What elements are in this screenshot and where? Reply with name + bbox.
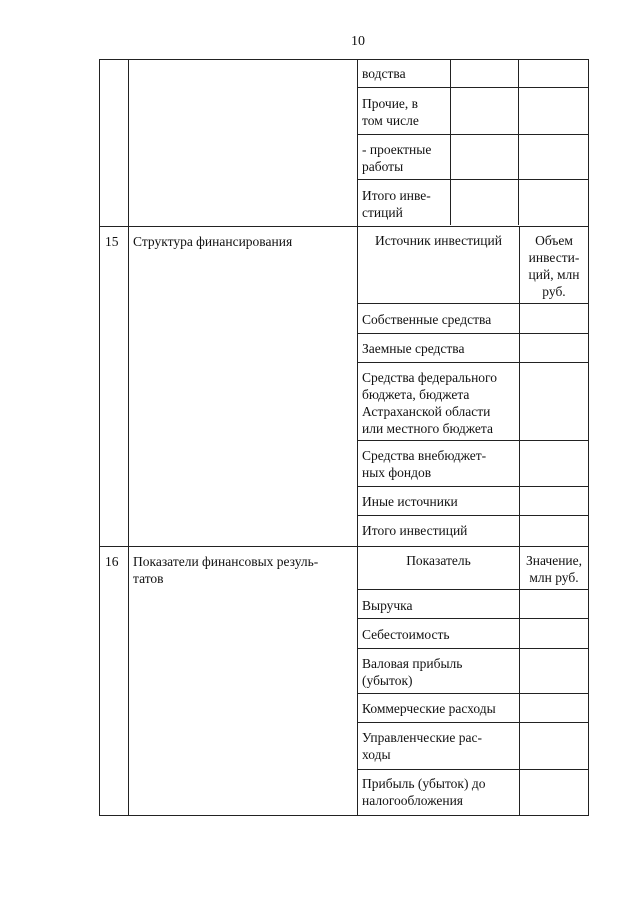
row-line — [357, 648, 589, 649]
table-border-left — [99, 59, 100, 816]
table-top-border — [99, 59, 589, 60]
subtable-divider-2 — [518, 59, 519, 225]
column-header: Источник инвестиций — [375, 233, 502, 248]
row-line — [357, 333, 589, 334]
row-line — [357, 440, 589, 441]
row-line — [357, 769, 589, 770]
row-line — [357, 486, 589, 487]
list-item: Валовая прибыль (убыток) — [362, 656, 463, 688]
list-item: Заемные средства — [362, 341, 465, 356]
row-separator-16 — [99, 546, 589, 547]
row-line — [357, 618, 589, 619]
subtable-divider-16 — [519, 547, 520, 816]
list-item: Прибыль (убыток) до налогообложения — [362, 776, 486, 808]
row-separator-15 — [99, 226, 589, 227]
list-item: Собственные средства — [362, 312, 492, 327]
list-item: Иные источники — [362, 494, 458, 509]
list-item: Управленческие рас- ходы — [362, 730, 482, 762]
list-item: Себестоимость — [362, 627, 450, 642]
column-header: Значение, млн руб. — [525, 553, 583, 585]
list-item: Средства внебюджет- ных фондов — [362, 448, 487, 480]
row-line — [357, 303, 589, 304]
row-title: Структура финансирования — [133, 234, 293, 249]
table-border-right — [588, 59, 589, 816]
list-item: Коммерческие расходы — [362, 701, 496, 716]
row-line — [357, 134, 589, 135]
page-number: 10 — [351, 34, 365, 49]
column-header: Показатель — [406, 553, 471, 568]
row-line — [357, 693, 589, 694]
table-col-divider-title — [357, 59, 358, 816]
list-item: Выручка — [362, 598, 413, 613]
list-item: Средства федерального бюджета, бюджета Астраханской области или местного бюджета — [362, 370, 497, 436]
list-item: Прочие, в том числе — [362, 96, 419, 128]
row-number: 16 — [105, 554, 119, 569]
row-line — [357, 179, 589, 180]
subtable-divider-1 — [450, 59, 451, 225]
list-item: - проектные работы — [362, 142, 432, 174]
table-bottom-border — [99, 815, 589, 816]
row-line — [357, 362, 589, 363]
table-col-divider-num — [128, 59, 129, 816]
list-item: водства — [362, 66, 406, 81]
column-header: Объем инвести- ций, млн руб. — [528, 233, 580, 299]
row-line — [357, 722, 589, 723]
list-item: Итого инве- стиций — [362, 188, 431, 220]
row-line — [357, 87, 589, 88]
list-item: Итого инвестиций — [362, 523, 468, 538]
row-title: Показатели финансовых резуль- татов — [133, 554, 319, 586]
row-line — [357, 515, 589, 516]
row-number: 15 — [105, 234, 119, 249]
row-line — [357, 589, 589, 590]
